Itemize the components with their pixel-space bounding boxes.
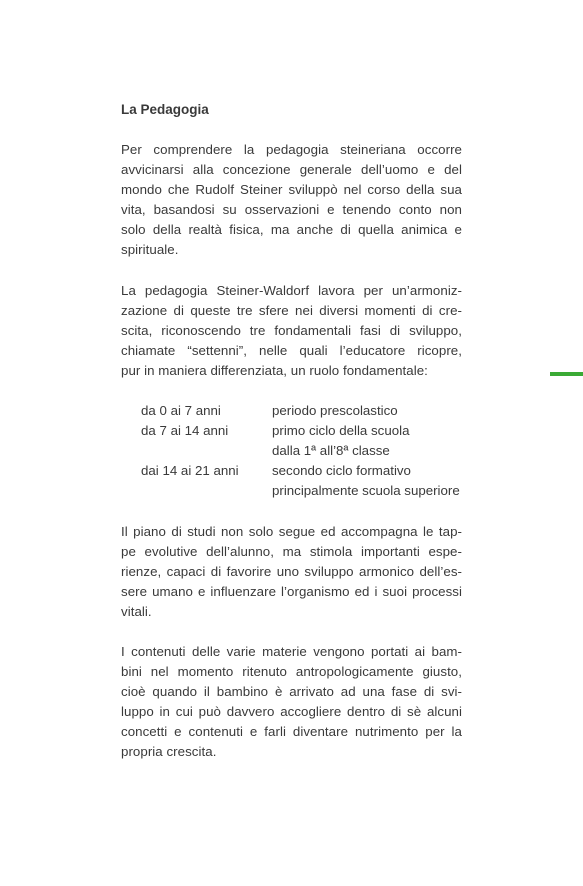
- paragraph-intro: [121, 140, 462, 261]
- stage-row: [121, 401, 462, 421]
- paragraph-harmonization: [121, 281, 462, 381]
- page-content: [121, 100, 462, 783]
- stage-description: primo ciclo della scuola: [272, 423, 410, 439]
- text-line: solo della realtà fisica, ma anche di quella animica e: [121, 222, 462, 238]
- text-line: chiamate “settenni”, nelle quali l’educatore ricopre,: [121, 342, 462, 358]
- stage-age: da 0 ai 7 anni: [141, 403, 221, 419]
- text-line: sere umano e influenzare l’organismo ed i suoi processi: [121, 583, 462, 599]
- text-line: La pedagogia Steiner-Waldorf lavora per un’armoniz-: [121, 282, 462, 298]
- stage-description: secondo ciclo formativo: [272, 463, 411, 479]
- text-line: bini nel momento ritenuto antropologicamente giusto,: [121, 664, 462, 680]
- text-line: rienze, capaci di favorire uno sviluppo armonico dell’es-: [121, 563, 462, 579]
- stage-age: da 7 ai 14 anni: [141, 423, 229, 439]
- stage-row: [121, 441, 462, 461]
- paragraph-curriculum: [121, 522, 462, 622]
- text-line: pe evolutive dell’alunno, ma stimola importanti espe-: [121, 543, 462, 559]
- text-line: avvicinarsi alla concezione generale dell’uomo e del: [121, 162, 462, 178]
- text-line: spirituale.: [121, 242, 179, 258]
- stage-age: [121, 441, 272, 461]
- text-line: scita, riconoscendo tre fondamentali fasi di sviluppo,: [121, 322, 462, 338]
- text-line: zazione di queste tre sfere nei diversi momenti di cre-: [121, 302, 462, 318]
- stage-row: [121, 421, 462, 441]
- accent-bar: [550, 372, 583, 376]
- development-stages-list: [121, 401, 462, 501]
- stage-description: dalla 1ª all’8ª classe: [272, 443, 390, 459]
- text-line: I contenuti delle varie materie vengono portati ai bam-: [121, 643, 462, 659]
- text-line: mondo che Rudolf Steiner sviluppò nel corso della sua: [121, 182, 462, 198]
- stage-description: principalmente scuola superiore: [272, 483, 460, 499]
- stage-row: [121, 481, 462, 501]
- paragraph-contents: [121, 642, 462, 763]
- text-line: vitali.: [121, 603, 152, 619]
- section-heading: La Pedagogia: [121, 102, 209, 117]
- text-line: propria crescita.: [121, 744, 217, 760]
- text-line: Il piano di studi non solo segue ed accompagna le tap-: [121, 523, 462, 539]
- text-line: pur in maniera differenziata, un ruolo fondamentale:: [121, 362, 428, 378]
- text-line: luppo in cui può davvero accogliere dentro di sè alcuni: [121, 704, 462, 720]
- stage-row: [121, 461, 462, 481]
- stage-description: periodo prescolastico: [272, 403, 398, 419]
- text-line: concetti e contenuti e farli diventare nutrimento per la: [121, 724, 462, 740]
- text-line: Per comprendere la pedagogia steineriana occorre: [121, 142, 462, 157]
- stage-age: dai 14 ai 21 anni: [141, 463, 239, 479]
- text-line: vita, basandosi su osservazioni e tenendo conto non: [121, 202, 462, 218]
- text-line: cioè quando il bambino è arrivato ad una fase di svi-: [121, 684, 462, 700]
- stage-age: [121, 481, 272, 501]
